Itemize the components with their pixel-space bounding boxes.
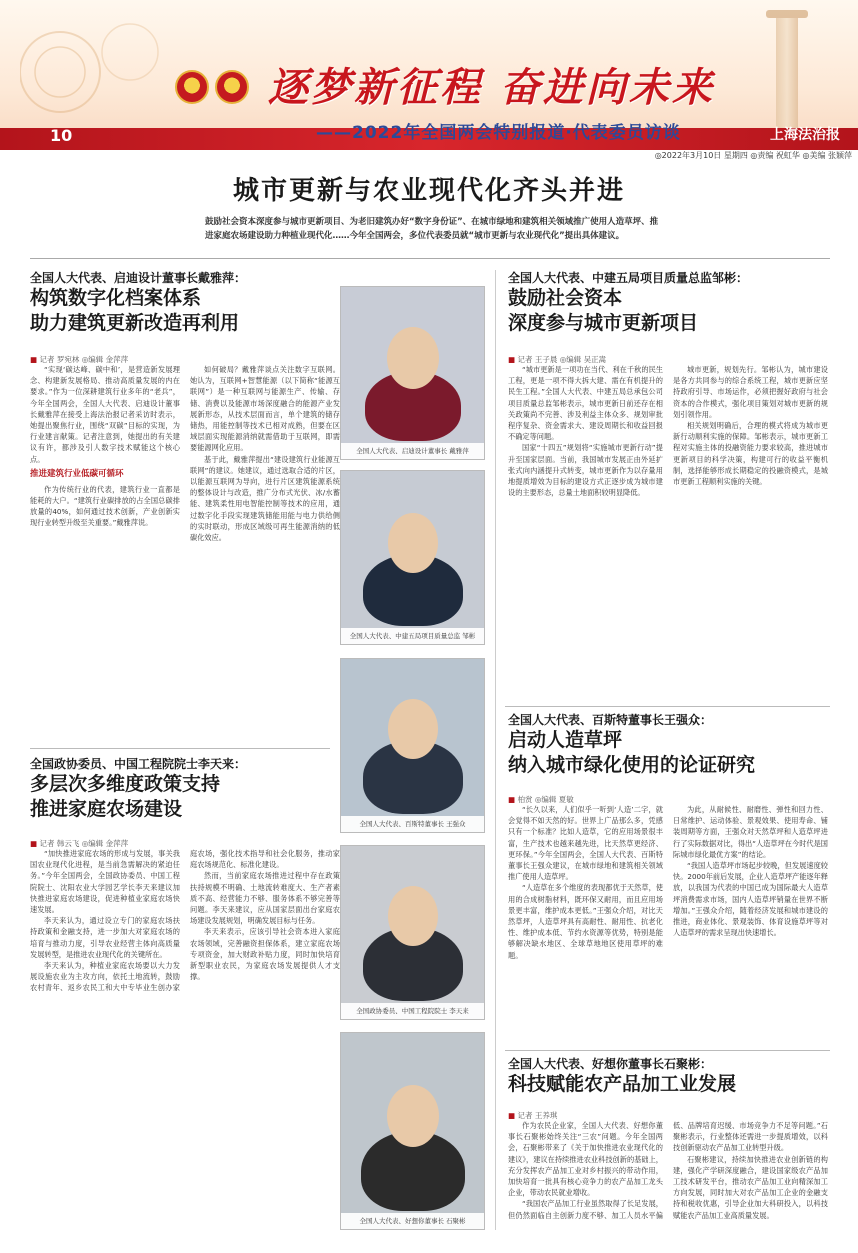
article-headline: 启动人造草坪 [508, 729, 623, 751]
section-divider [505, 1050, 830, 1051]
paragraph: 石聚彬建议，持续加快推进农业创新链的构建，强化产学研深度融合，建设国家级农产品加工技术研发平台，推动农产品加工业向精深加工方向发展，同时加大对农产品加工企业的金融支持和税收优惠，引导企业加大科研投入，以科技赋能农产品加工业高质量发展。 [673, 1154, 828, 1220]
article-byline: ■ 记者 王养琪 [508, 1111, 557, 1121]
paragraph: 作为农民企业家，全国人大代表、好想你董事长石聚彬始终关注“三农”问题。今年全国两会，石聚彬带来了《关于加快推进农业现代化的建议》，建议在持续推进农业科技创新的基础上，充分发挥农产品加工业对乡村振兴的带动作用，加快培育一批具有核心竞争力的农产品加工龙头企业，带动农民就业增收。 [508, 1121, 663, 1198]
photo-caption: 全国政协委员、中国工程院院士 李天来 [341, 1003, 484, 1019]
portrait-photo [340, 658, 485, 833]
paragraph: “长久以来，人们似乎一听到‘人造’二字，就会觉得不如天然的好。世界上广品那么多，凭感只有一个标准？比如人造草，它的应用场景很丰富，生产技术也越来越先进，比天然草更经济、更环保。”今年全国两会，全国人大代表、百斯特董事长王强众建议，在城市绿地和建筑相关领域推广使用人造草坪。 [508, 805, 663, 882]
article-body [30, 848, 340, 1230]
banner-subtitle: ——2022年全国两会特别报道·代表委员访谈 [316, 123, 681, 143]
paragraph: 城市更新，规划先行。邹彬认为，城市建设是各方共同参与的综合系统工程，城市更新应坚持政府引导、市场运作，必须把握好政府与社会资本的合作模式，强化项目策划对城市更新的规划引领作用。 [673, 365, 828, 419]
lead-paragraph: 鼓励社会资本深度参与城市更新项目、为老旧建筑办好“数字身份证”、在城市绿地和建筑相关领域推广使用人造草坪、推进家庭农场建设助力种植业现代化……今年全国两会，多位代表委员就“城市更新与农业现代化”提出具体建议。 [205, 217, 659, 241]
paragraph: “实现‘碳达峰、碳中和’，是营造新发展理念、构建新发展格局、推动高质量发展的内在要求。”作为一位深耕建筑行业多年的“老兵”，今年全国两会，全国人大代表、启迪设计董事长戴雅萍在接受上海法治报记者采访时表示，她提出聚焦行业，围绕“双碳”目标的实现，为行业建言献策。记者注意到，她提出的有关建议有许，都涉及引人数字技术赋能这个核心点。 [30, 365, 180, 464]
paragraph: 李天来认为，种植业家庭农场要以大力发展设施农业为主攻方向，依托土地流转，鼓励农村青年、返乡农民工和大中专毕业生创办家庭农场，强化技术指导和社会化服务，推动家庭农场规范化、标准化建设。 [30, 849, 340, 993]
article-kicker: 全国人大代表、百斯特董事长王强众： [508, 713, 713, 727]
article-kicker: 全国人大代表、启迪设计董事长戴雅萍： [30, 271, 247, 285]
article-body [508, 364, 828, 694]
article-li-tianlai [30, 756, 330, 826]
article-headline: 构筑数字化档案体系 [30, 287, 202, 309]
paragraph: 李天来表示，应该引导社会资本进入家庭农场领域，完善融资担保体系，建立家庭农场专项资金，加大财政补贴力度，同时加快培育新型职业农民，为家庭农场发展提供人才支撑。 [190, 927, 340, 982]
article-headline: 多层次多维度政策支持 [30, 773, 221, 795]
paragraph: “加快推进家庭农场的形成与发展，事关我国农业现代化进程，是当前急需解决的紧迫任务。”今年全国两会，全国政协委员、中国工程院院士、沈阳农业大学园艺学长李天来建议加快推进家庭农场建设，促进种植业家庭农场快速发展。 [30, 849, 180, 915]
dateline: ◎2022年3月10日 星期四 ◎责编 祝虹华 ◎美编 张颖萍 [654, 151, 852, 160]
article-subhead: 推进建筑行业低碳可循环 [30, 468, 124, 479]
column-divider [495, 270, 496, 1230]
portrait-head [388, 513, 438, 573]
article-headline: 助力建筑更新改造再利用 [30, 312, 240, 334]
article-body [508, 804, 828, 1040]
article-headline: 推进家庭农场建设 [30, 798, 183, 820]
portrait-head [388, 699, 438, 759]
decorative-pattern [20, 12, 180, 132]
page-title: 城市更新与农业现代化齐头并进 [232, 176, 625, 206]
article-kicker: 全国人大代表、好想你董事长石聚彬： [508, 1057, 713, 1071]
national-emblem-icon [175, 70, 209, 104]
article-byline: ■ 柏赏 ◎编辑 夏敏 [508, 795, 574, 805]
paragraph: “城市更新是一项功在当代、利在千秋的民生工程，更是一项不得大拆大建、需在有机提升的民生工程。”全国人大代表、中建五局总承包公司项目质量总监邹彬表示，城市更新日前还存在相关政策尚不完善、涉及利益主体众多、规划审批程序复杂、资金需求大、建设周期长和收益回报不确定等问题。 [508, 365, 663, 442]
paragraph: 相关规划明确后，合理的模式将成为城市更新行动顺利实施的保障。邹彬表示，城市更新工程对实施主体的投融资能力要求较高，推进城市更新项目的科学决策，构建可行的收益平衡机制，选择能够形成长期稳定的投融资模式，是城市更新工程顺利实施的关键。 [673, 421, 828, 487]
article-byline: ■ 记者 韩云飞 ◎编辑 金萍萍 [30, 839, 128, 849]
article-headline: 深度参与城市更新项目 [508, 312, 699, 334]
cppcc-emblem-icon [215, 70, 249, 104]
section-divider [30, 748, 330, 749]
article-headline: 纳入城市绿化使用的论证研究 [508, 754, 756, 776]
banner-title: 逐梦新征程 奋进向未来 [268, 64, 715, 111]
paragraph: 基于此，戴雅萍提出“建设建筑行业能源互联网”的建议。她建议，通过选取合适的片区，以能源互联网为导向，进行片区建筑能源系统的整体设计与改造，推广分布式光伏、冰/水蓄能、建筑柔性用电智能控制等技术的应用，通过数字化手段实现建筑储能用能与电力供给侧的实时联动，形成区域级可再生能源消纳的低碳化效应。 [190, 454, 340, 543]
article-byline: ■ 记者 王子晨 ◎编辑 吴正嵩 [508, 355, 606, 365]
article-body [508, 1120, 828, 1232]
article-kicker: 全国政协委员、中国工程院院士李天来： [30, 757, 247, 771]
huabiao-column-icon [776, 10, 798, 128]
paragraph: 如何破局？戴雅萍谈点关注数字互联网。她认为，互联网+智慧能源（以下简称“能源互联网”）是一种互联网与能源生产、传输、存储、消费以及能源市场深度融合的能源产业发展新形态，从技术层面而言，单个建筑的储存储热，用能控制等技术已相对成熟，但要在区域层面实现能源消纳就需借助于互联网，即需要能源网化应用。 [190, 365, 340, 453]
article-shi-jubin [508, 1056, 838, 1102]
photo-caption: 全国人大代表、好想你董事长 石聚彬 [341, 1213, 484, 1229]
paragraph: “我国农产品加工行业虽然取得了长足发展，但仍然面临自主创新力度不够、加工人员水平偏低、品牌培育迟缓、市场竞争力不足等问题。”石聚彬表示，行业整体还需进一步提质增效，以科技创新驱动农产品加工业转型升级。 [508, 1121, 828, 1220]
photo-caption: 全国人大代表、百斯特董事长 王强众 [341, 816, 484, 832]
portrait-photo [340, 470, 485, 645]
portrait-photo [340, 286, 485, 460]
portrait-photo [340, 1032, 485, 1230]
article-body [30, 364, 340, 740]
photo-caption: 全国人大代表、中建五局项目质量总监 邹彬 [341, 628, 484, 644]
paragraph: 李天来认为，通过设立专门的家庭农场扶持政策和金融支持，进一步加大对家庭农场的培育与推动力度，引导农业经营主体向高质量发展转型，是推进农业现代化的关键所在。 [30, 916, 180, 959]
article-byline: ■ 记者 罗宛林 ◎编辑 金萍萍 [30, 355, 128, 365]
paragraph: 然而，当前家庭农场推进过程中存在政策扶持规模不明确、土地流转难度大、生产者素质不高、经营能力不够、服务体系不够完善等问题。李天来建议，应从国家层面出台家庭农场建设发展规划，明确发展目标与任务。 [190, 871, 340, 926]
portrait-photo [340, 845, 485, 1020]
article-dai-yaping [30, 270, 330, 340]
article-headline: 鼓励社会资本 [508, 287, 623, 309]
article-zou-bin [508, 270, 838, 340]
portrait-head [387, 327, 439, 389]
portrait-head [388, 886, 438, 946]
article-wang-qiangzhong [508, 712, 838, 782]
paragraph: 为此，从耐候性、耐磨性、弹性和回力性、日常维护、运动体验、景观效果、使用寿命、铺装周期等方面，王强众对天然草坪和人造草坪进行了实际数据对比，得出“人造草坪在今时代是国际城市绿化最优方案”的结论。 [673, 805, 828, 859]
newspaper-logo: 上海法治报 [770, 127, 840, 143]
portrait-head [387, 1085, 439, 1147]
paragraph: 作为传统行业的代表，建筑行业一直都是能耗的大户。“建筑行业碳排放的占全国总碳排放量的40%，如何通过技术创新，产业创新实现行业转型升级至关重要。”戴雅萍说。 [30, 484, 180, 528]
article-kicker: 全国人大代表、中建五局项目质量总监邹彬： [508, 271, 749, 285]
paragraph: “我国人造草坪市场起步较晚，但发展速度较快。2000年前后发展，企业人造草坪产能逐年释放，以我国为代表的中国已成为国际最大人造草坪消费需求市场，国内人造草坪销量在世界不断增加。”王强众介绍，随着经济发展和城市建设的推进，商业体化、景观装饰、体育设施草坪等对人造草坪的需求呈现出快速增长。 [673, 861, 828, 938]
page-number: 10 [50, 126, 73, 145]
masthead-banner [0, 0, 858, 150]
article-headline: 科技赋能农产品加工业发展 [508, 1073, 737, 1095]
paragraph: “人造草在多个维度的表现都优于天然草，使用的合成树脂材料，既环保又耐用，而且应用场景更丰富，维护成本更低。”王强众介绍，对比天然草坪，人造草坪具有高耐性、耐用性、抗老化性、维护成本低、节约水资源等优势，特别是能够解决缺水地区、全球草地地区使用草坪的难题。 [508, 883, 663, 960]
section-divider [505, 706, 830, 707]
paragraph: 国家“十四五”规划将“实施城市更新行动”提升至国家层面。当前，我国城市发展正由外延扩张式向内涵提升式转变，城市更新作为以存量用地提质增效为目标的建设方式正逐步成为城市建设的主要形态，总量土地面积较明显降低。 [508, 443, 663, 498]
photo-caption: 全国人大代表、启迪设计董事长 戴雅萍 [341, 443, 484, 459]
divider [30, 258, 830, 259]
